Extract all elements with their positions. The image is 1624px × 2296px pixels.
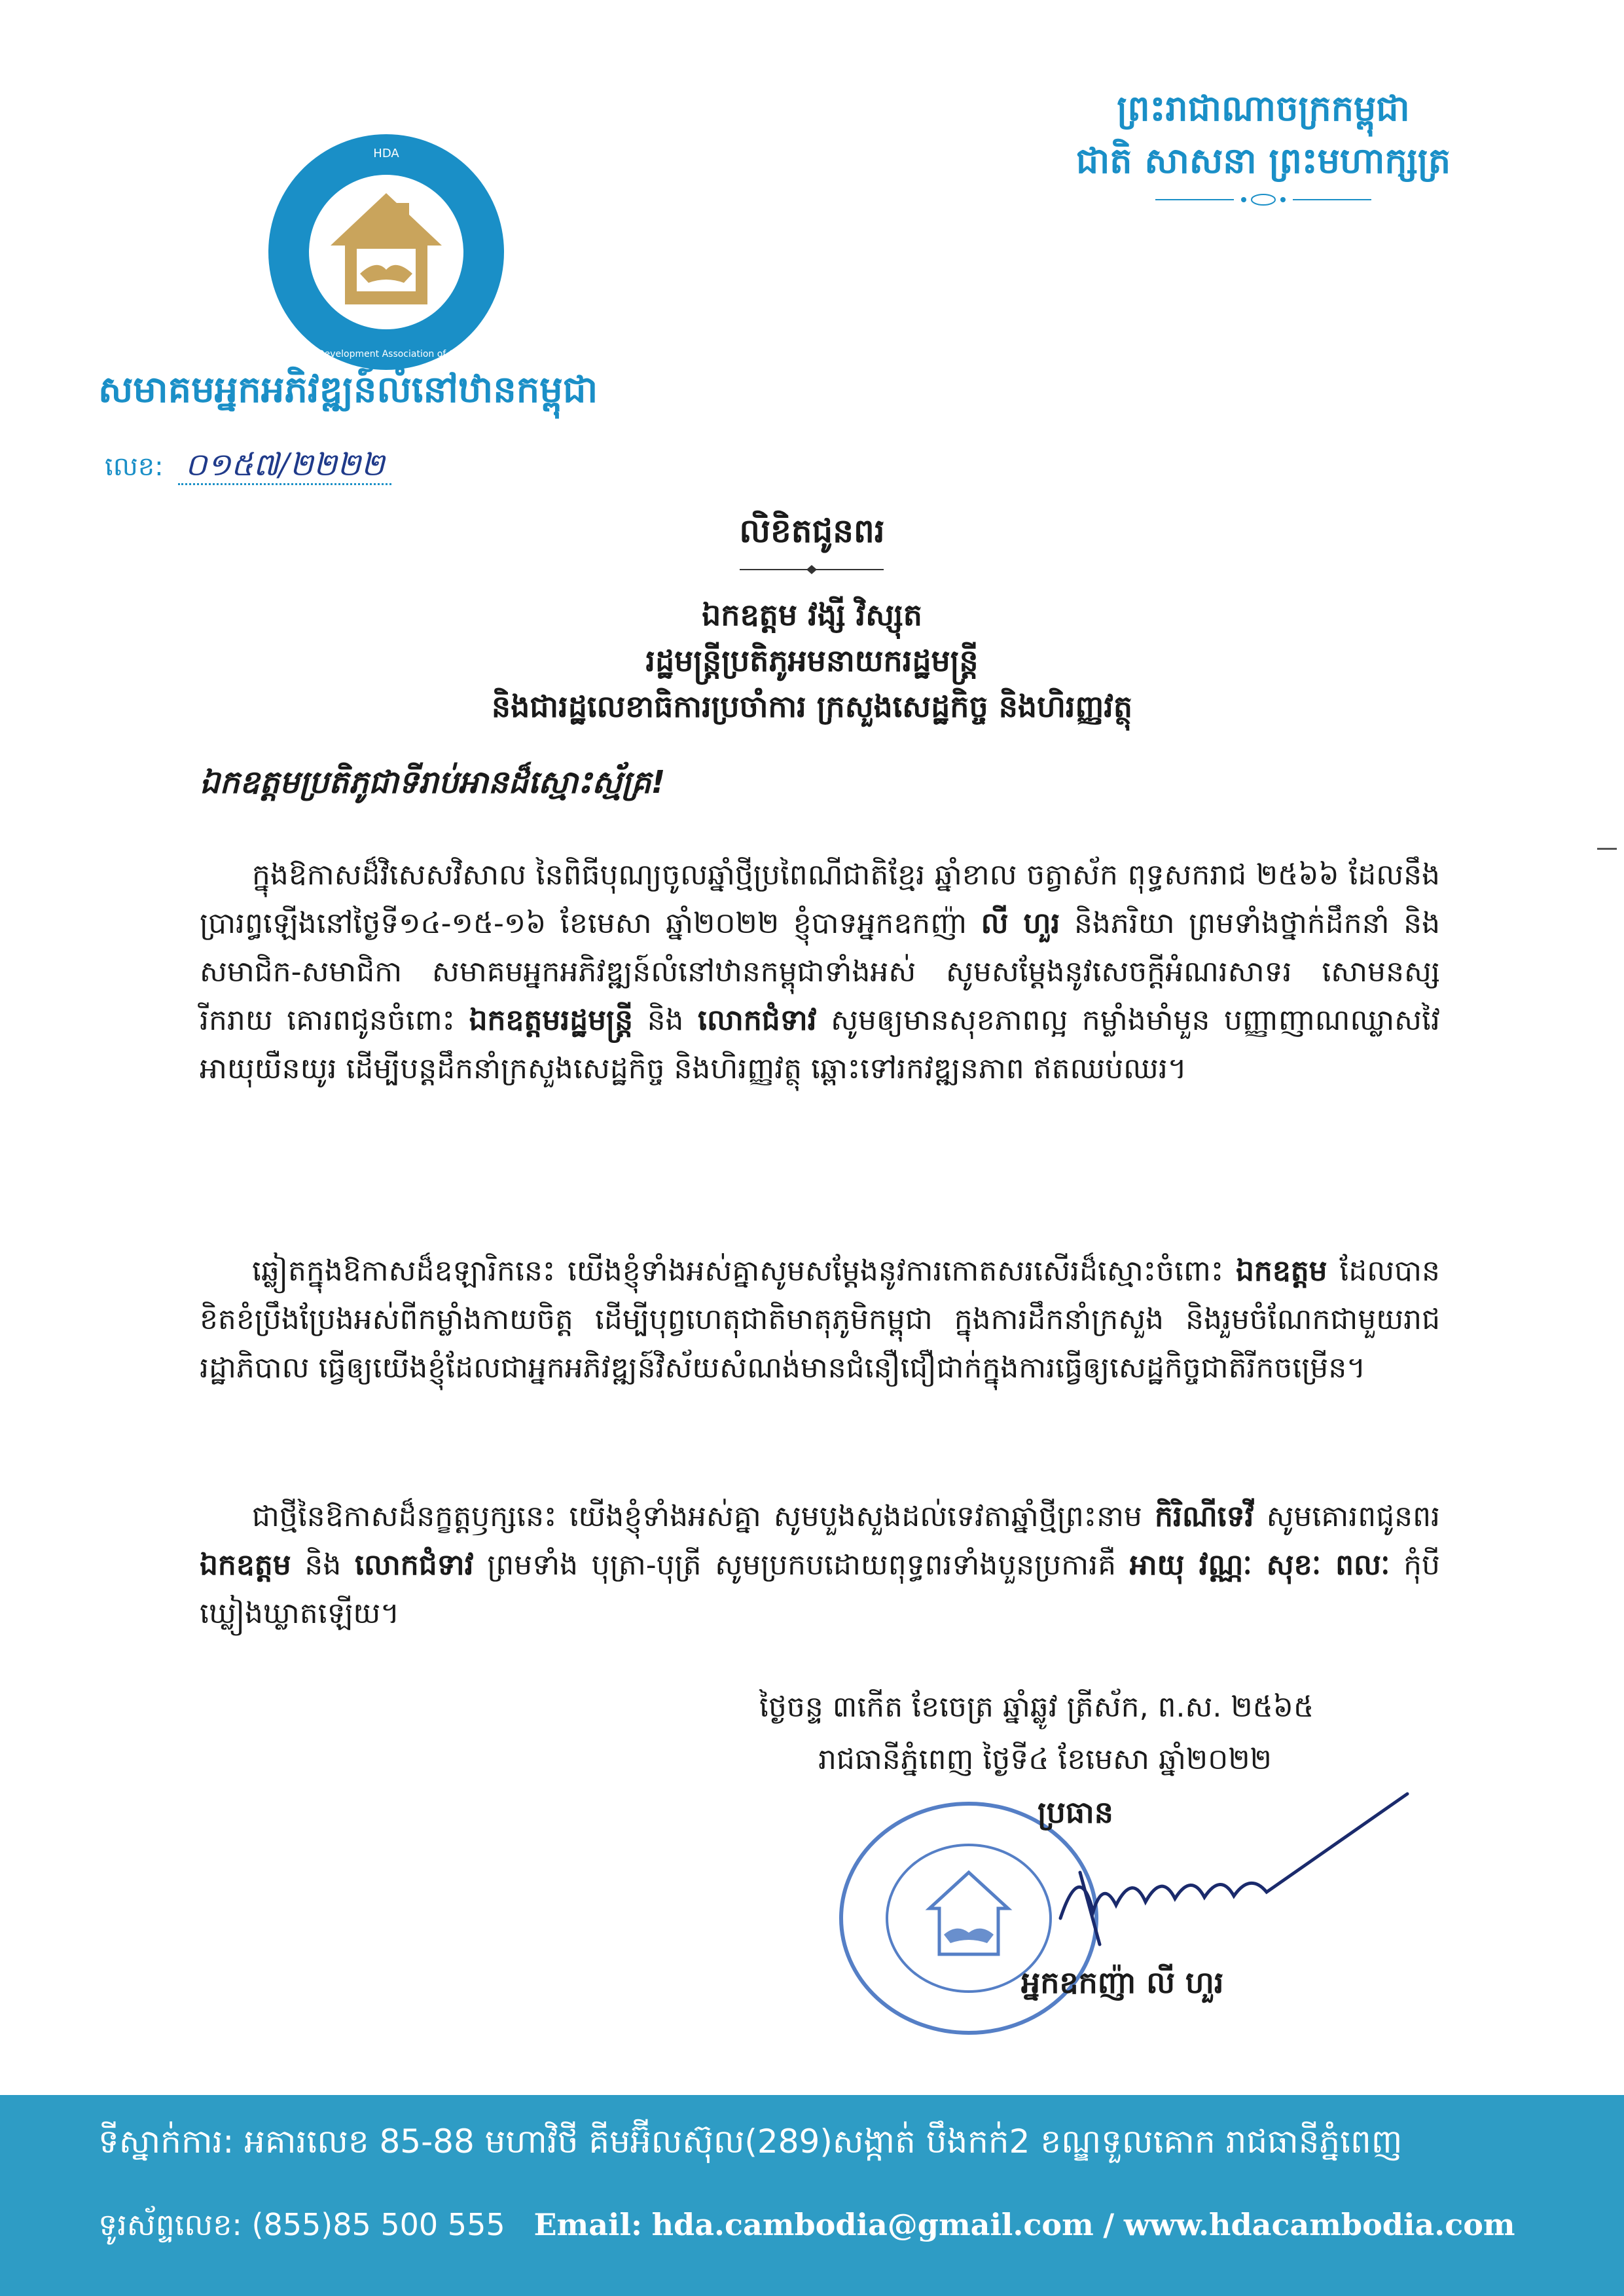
signature	[1041, 1781, 1427, 1964]
p1-text-b: និងភរិយា ព្រមទាំងថ្នាក់ដឹកនាំ និងសមាជិក-សមាជិកា សមាគមអ្នកអភិវឌ្ឍន៍លំនៅឋានកម្ពុជាទាំងអស់ សូមសម្តែងនូវសេចក្តីអំណរសាទរ សោមនស្សរីករាយ គោរពជូនចំពោះ	[200, 907, 1440, 1037]
p3-honorific-1: ឯកឧត្តម	[200, 1548, 291, 1582]
margin-mark	[1597, 848, 1617, 850]
p1-honorific-1: ឯកឧត្តមរដ្ឋមន្ត្រី	[469, 1004, 634, 1037]
title-ornament	[740, 563, 884, 576]
president-label: ប្រធាន	[1038, 1795, 1113, 1830]
p1-text-a: ក្នុងឱកាសដ៏វិសេសវិសាល នៃពិធីបុណ្យចូលឆ្នាំថ្មីប្រពៃណីជាតិខ្មែរ ឆ្នាំខាល ចត្វាស័ក ពុទ្ធសករាជ ២៥៦៦ ដែលនឹងប្រារព្ធឡើងនៅថ្ងៃទី១៤-១៥-១៦ ខែមេសា ឆ្នាំ២០២២ ខ្ញុំបាទអ្នកឧកញ៉ា	[200, 858, 1440, 940]
svg-text:Housing Development Associatio: Housing Development Association of Cambodia	[277, 349, 496, 359]
paragraph-3	[200, 1493, 1440, 1638]
kingdom-line-2: ជាតិ សាសនា ព្រះមហាក្សត្រ	[1075, 139, 1451, 181]
recipient-line-2: រដ្ឋមន្ត្រីប្រតិភូអមនាយករដ្ឋមន្ត្រី	[645, 643, 979, 678]
footer-separator: /	[1103, 2207, 1115, 2242]
svg-text:HDA: HDA	[373, 147, 399, 160]
kingdom-motto	[1021, 82, 1506, 210]
greeting: ឯកឧត្តមប្រតិភូជាទីរាប់អានដ៏ស្មោះស្ម័គ្រ!	[200, 764, 666, 801]
p3-blessings: អាយុ វណ្ណៈ សុខៈ ពលៈ	[1129, 1548, 1390, 1582]
recipient-line-3: និងជារដ្ឋលេខាធិការប្រចាំការ ក្រសួងសេដ្ឋកិច្ច និងហិរញ្ញវត្ថុ	[491, 689, 1133, 724]
paragraph-2	[200, 1247, 1440, 1393]
reference-number	[105, 445, 391, 491]
reference-label: លេខ:	[105, 452, 164, 482]
date-lunar: ថ្ងៃចន្ទ ៣កើត ខែចេត្រ ឆ្នាំឆ្លូវ ត្រីស័ក, ព.ស. ២៥៦៥	[759, 1690, 1314, 1724]
association-logo	[265, 131, 507, 373]
recipient-line-1: ឯកឧត្តម វង្សី វិស្សុត	[702, 597, 922, 632]
p2-text-a: ឆ្លៀតក្នុងឱកាសដ៏ឧឡារិកនេះ យើងខ្ញុំទាំងអស់គ្នាសូមសម្តែងនូវការកោតសរសើរដ៏ស្មោះចំពោះ	[252, 1254, 1224, 1288]
p1-name: លី ហួរ	[981, 907, 1060, 940]
date-solar: រាជធានីភ្នំពេញ ថ្ងៃទី៤ ខែមេសា ឆ្នាំ២០២២	[818, 1743, 1272, 1776]
p1-text-c: និង	[647, 1004, 684, 1037]
p1-text-d: សូមឲ្យមានសុខភាពល្អ កម្លាំងមាំមួន បញ្ញាញាណឈ្លាសវៃ អាយុយឺនយូរ ដើម្បីបន្តដឹកនាំក្រសួងសេដ្ឋកិច្ច និងហិរញ្ញវត្ថុ ឆ្ពោះទៅរកវឌ្ឍនភាព ឥតឈប់ឈរ។	[200, 1004, 1440, 1085]
p3-text-c: និង	[304, 1548, 342, 1582]
reference-value: ០១៥៧/២២២២	[178, 446, 391, 485]
p2-text-b: ដែលបានខិតខំប្រឹងប្រែងអស់ពីកម្លាំងកាយចិត្ត ដើម្បីបុព្វហេតុជាតិមាតុភូមិកម្ពុជា ក្នុងការដឹកនាំក្រសួង និងរួមចំណែកជាមួយរាជរដ្ឋាភិបាល ធ្វើឲ្យយើងខ្ញុំដែលជាអ្នកអភិវឌ្ឍន៍វិស័យសំណង់មានជំនឿជឿជាក់ក្នុងការធ្វើឲ្យសេដ្ឋកិច្ចជាតិរីកចម្រើន។	[200, 1254, 1440, 1385]
email-address[interactable]: hda.cambodia@gmail.com	[651, 2207, 1094, 2242]
phone-number: (855)85 500 555	[251, 2207, 505, 2242]
p3-text-e: កុំបីឃ្លៀងឃ្លាតឡើយ។	[200, 1548, 1440, 1630]
signer-name: អ្នកឧកញ៉ា លី ហួរ	[1021, 1965, 1224, 2000]
email-label: Email:	[533, 2207, 642, 2242]
letter-title: លិខិតជូនពរ	[739, 511, 885, 550]
p3-deva-name: កិរិណីទេវី	[1155, 1500, 1254, 1533]
ornament-divider	[1155, 192, 1371, 208]
kingdom-line-1: ព្រះរាជាណាចក្រកម្ពុជា	[1117, 87, 1410, 129]
footer-address: ទីស្នាក់ការ: អគារលេខ 85-88 មហាវិថី គីមអ៊ីលស៊ុល(289)សង្កាត់ បឹងកក់2 ខណ្ឌទួលគោក រាជធានីភ្នំពេញ	[98, 2123, 1403, 2160]
p3-text-b: សូមគោរពជូនពរ	[1266, 1500, 1440, 1533]
paragraph-1	[200, 851, 1440, 1093]
p3-text-d: ព្រមទាំង បុត្រា-បុត្រី សូមប្រកបដោយពុទ្ធពរទាំងបួនប្រការគឺ	[487, 1548, 1117, 1582]
footer-contact	[98, 2206, 1515, 2250]
p3-text-a: ជាថ្មីនៃឱកាសដ៏នក្ខត្តឫក្សនេះ យើងខ្ញុំទាំងអស់គ្នា សូមបួងសួងដល់ទេវតាឆ្នាំថ្មីព្រះនាម	[252, 1500, 1142, 1533]
association-name: សមាគមអ្នកអភិវឌ្ឍន៍លំនៅឋានកម្ពុជា	[98, 368, 598, 411]
phone-label: ទូរស័ព្ទលេខ:	[98, 2207, 242, 2242]
website-link[interactable]: www.hdacambodia.com	[1123, 2207, 1515, 2242]
p2-honorific: ឯកឧត្តម	[1235, 1254, 1327, 1288]
p3-honorific-2: លោកជំទាវ	[354, 1548, 474, 1582]
p1-honorific-2: លោកជំទាវ	[698, 1004, 817, 1037]
